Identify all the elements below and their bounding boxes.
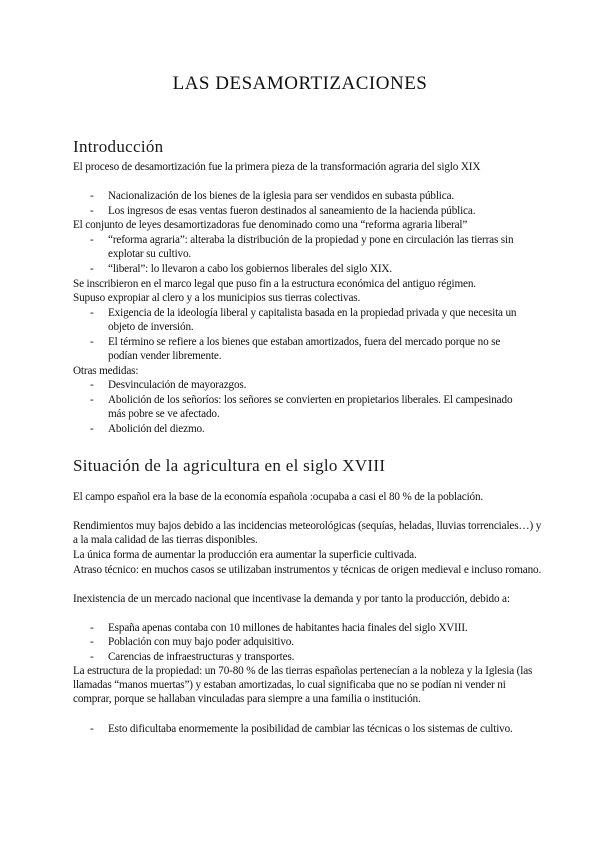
list-item: Desvinculación de mayorazgos. — [108, 379, 247, 391]
list-bullet: - — [90, 205, 94, 217]
list-item: Nacionalización de los bienes de la iglesia para ser vendidos en subasta pública. — [108, 190, 455, 202]
paragraph: La estructura de la propiedad: un 70-80 % de las tierras españolas pertenecían a la nobleza y la Iglesia (las llamadas “manos muertas”) y estaban amortizadas, lo cual significaba que no se podían ni vender ni comprar, porque se hallaban vinculadas para siempre a una familia o institución. — [73, 665, 533, 706]
list-bullet: - — [90, 234, 94, 246]
page-title: LAS DESAMORTIZACIONES — [172, 73, 428, 94]
list-bullet: - — [90, 636, 94, 648]
list-item: Abolición del diezmo. — [108, 423, 205, 435]
list-bullet: - — [90, 307, 94, 319]
list-item: Exigencia de la ideología liberal y capitalista basada en la propiedad privada y que necesita un objeto de inversión. — [108, 307, 517, 334]
section-heading-situacion-agricultura: Situación de la agricultura en el siglo XVIII — [73, 456, 386, 475]
paragraph: El proceso de desamortización fue la primera pieza de la transformación agraria del siglo XIX — [73, 161, 481, 173]
paragraph: Inexistencia de un mercado nacional que incentivase la demanda y por tanto la producción, debido a: — [73, 593, 510, 605]
list-bullet: - — [90, 394, 94, 406]
paragraph: La única forma de aumentar la producción era aumentar la superficie cultivada. — [73, 549, 417, 561]
paragraph: Se inscribieron en el marco legal que puso fin a la estructura económica del antiguo régimen. — [73, 278, 476, 290]
paragraph: El campo español era la base de la economía española :ocupaba a casi el 80 % de la población. — [73, 491, 484, 503]
list-bullet: - — [90, 263, 94, 275]
paragraph: Rendimientos muy bajos debido a las incidencias meteorológicas (sequías, heladas, lluvias torrenciales…) y a la mala calidad de las tierras disponibles. — [73, 520, 542, 547]
list-bullet: - — [90, 190, 94, 202]
list-bullet: - — [90, 423, 94, 435]
list-bullet: - — [90, 622, 94, 634]
list-item: “liberal”: lo llevaron a cabo los gobiernos liberales del siglo XIX. — [108, 263, 393, 275]
list-item: España apenas contaba con 10 millones de habitantes hacia finales del siglo XVIII. — [108, 622, 468, 634]
list-item: “reforma agraria”: alteraba la distribución de la propiedad y pone en circulación las tierras sin explotar su cultivo. — [108, 234, 514, 261]
list-bullet: - — [90, 336, 94, 348]
list-item: Los ingresos de esas ventas fueron destinados al saneamiento de la hacienda pública. — [108, 205, 476, 217]
paragraph: Atraso técnico: en muchos casos se utilizaban instrumentos y técnicas de origen medieval e incluso romano. — [73, 564, 542, 576]
section-heading-introduccion: Introducción — [73, 137, 164, 156]
list-bullet: - — [90, 379, 94, 391]
list-item: Carencias de infraestructuras y transportes. — [108, 651, 295, 663]
list-bullet: - — [90, 723, 94, 735]
list-item: Esto dificultaba enormemente la posibilidad de cambiar las técnicas o los sistemas de cultivo. — [108, 723, 513, 735]
paragraph: El conjunto de leyes desamortizadoras fue denominado como una “reforma agraria liberal” — [73, 219, 468, 231]
list-item: Abolición de los señoríos: los señores se convierten en propietarios liberales. El campesinado más pobre se ve afectado. — [108, 394, 513, 421]
list-item: Población con muy bajo poder adquisitivo. — [108, 636, 294, 648]
paragraph: Otras medidas: — [73, 365, 139, 377]
list-item: El término se refiere a los bienes que estaban amortizados, fuera del mercado porque no se podían vender libremente. — [108, 336, 501, 363]
list-bullet: - — [90, 651, 94, 663]
paragraph: Supuso expropiar al clero y a los municipios sus tierras colectivas. — [73, 292, 361, 304]
